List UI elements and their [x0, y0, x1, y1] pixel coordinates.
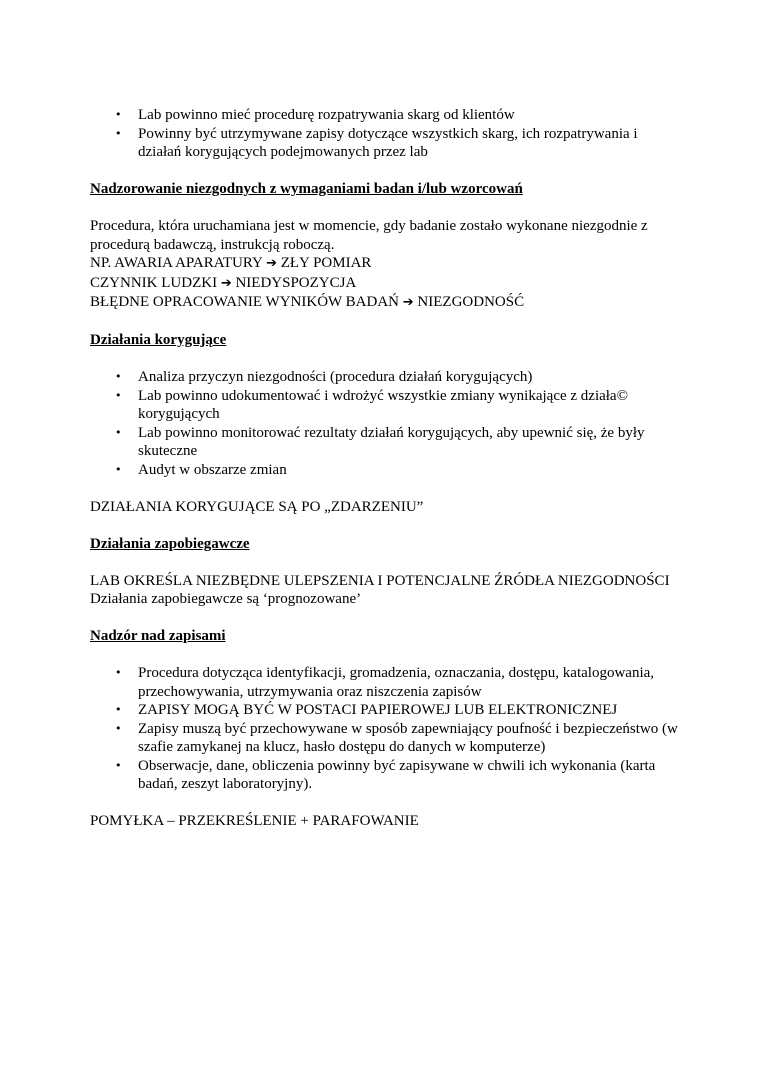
example-line: NP. AWARIA APARATURY ➔ ZŁY POMIAR	[90, 255, 372, 271]
preventive-line: LAB OKREŚLA NIEZBĘDNE ULEPSZENIA I POTENCJALNE ŹRÓDŁA NIEZGODNOŚCI	[90, 572, 670, 589]
bullet-icon: •	[115, 388, 122, 402]
bullet-icon: •	[115, 126, 122, 140]
corrective-heading: Działania korygujące	[90, 332, 227, 348]
corrective-note: DZIAŁANIA KORYGUJĄCE SĄ PO „ZDARZENIU”	[90, 498, 424, 515]
example-line: CZYNNIK LUDZKI ➔ NIEDYSPOZYCJA	[90, 274, 357, 291]
list-item: • Obserwacje, dane, obliczenia powinny być zapisywane w chwili ich wykonania (karta badań, zeszyt laboratoryjny).	[115, 757, 656, 792]
bullet-icon: •	[115, 758, 122, 772]
bullet-icon: •	[115, 462, 122, 476]
corrective-list	[90, 368, 680, 479]
nonconformity-heading: Nadzorowanie niezgodnych z wymaganiami badan i/lub wzorcowań	[90, 181, 523, 197]
preventive-line: Działania zapobiegawcze są ‘prognozowane’	[90, 591, 362, 607]
list-item: • Procedura dotycząca identyfikacji, gromadzenia, oznaczania, dostępu, katalogowania, przechowywania, utrzymywania oraz niszczenia zapisów	[115, 665, 655, 700]
bullet-icon: •	[115, 721, 122, 735]
list-item: • Zapisy muszą być przechowywane w sposób zapewniający poufność i bezpieczeństwo (w szafie zamykanej na klucz, hasło dostępu do danych w komputerze)	[115, 720, 678, 755]
list-item: • Audyt w obszarze zmian	[115, 461, 287, 478]
example-line: BŁĘDNE OPRACOWANIE WYNIKÓW BADAŃ ➔ NIEZGODNOŚĆ	[90, 294, 525, 310]
nonconformity-paragraph: Procedura, która uruchamiana jest w momencie, gdy badanie zostało wykonane niezgodnie z procedurą badawczą, instrukcją roboczą.	[90, 218, 648, 253]
list-item: • Lab powinno monitorować rezultaty działań korygujących, aby upewnić się, że były skuteczne	[115, 424, 645, 459]
list-item: • Analiza przyczyn niezgodności (procedura działań korygujących)	[115, 369, 533, 385]
bullet-icon: •	[115, 370, 122, 383]
arrow-right-icon: ➔	[402, 295, 414, 310]
arrow-right-icon: ➔	[266, 256, 277, 271]
list-item: • Powinny być utrzymywane zapisy dotyczące wszystkich skarg, ich rozpatrywania i działań korygujących podejmowanych przez lab	[115, 125, 638, 160]
bullet-icon: •	[115, 703, 122, 716]
list-item: • Lab powinno mieć procedurę rozpatrywania skarg od klientów	[115, 107, 515, 123]
arrow-right-icon: ➔	[220, 275, 232, 291]
records-note: POMYŁKA – PRZEKREŚLENIE + PARAFOWANIE	[90, 813, 419, 829]
preventive-heading: Działania zapobiegawcze	[90, 535, 250, 552]
bullet-icon: •	[115, 666, 122, 679]
list-item: • Lab powinno udokumentować i wdrożyć wszystkie zmiany wynikające z działa© korygujących	[115, 387, 628, 422]
records-list	[90, 664, 680, 794]
list-item: • ZAPISY MOGĄ BYĆ W POSTACI PAPIEROWEJ LUB ELEKTRONICZNEJ	[115, 702, 618, 718]
document-content	[90, 106, 680, 831]
records-heading: Nadzór nad zapisami	[90, 628, 226, 644]
bullet-icon: •	[115, 425, 122, 439]
bullet-icon: •	[115, 108, 122, 121]
complaints-list	[90, 106, 680, 162]
